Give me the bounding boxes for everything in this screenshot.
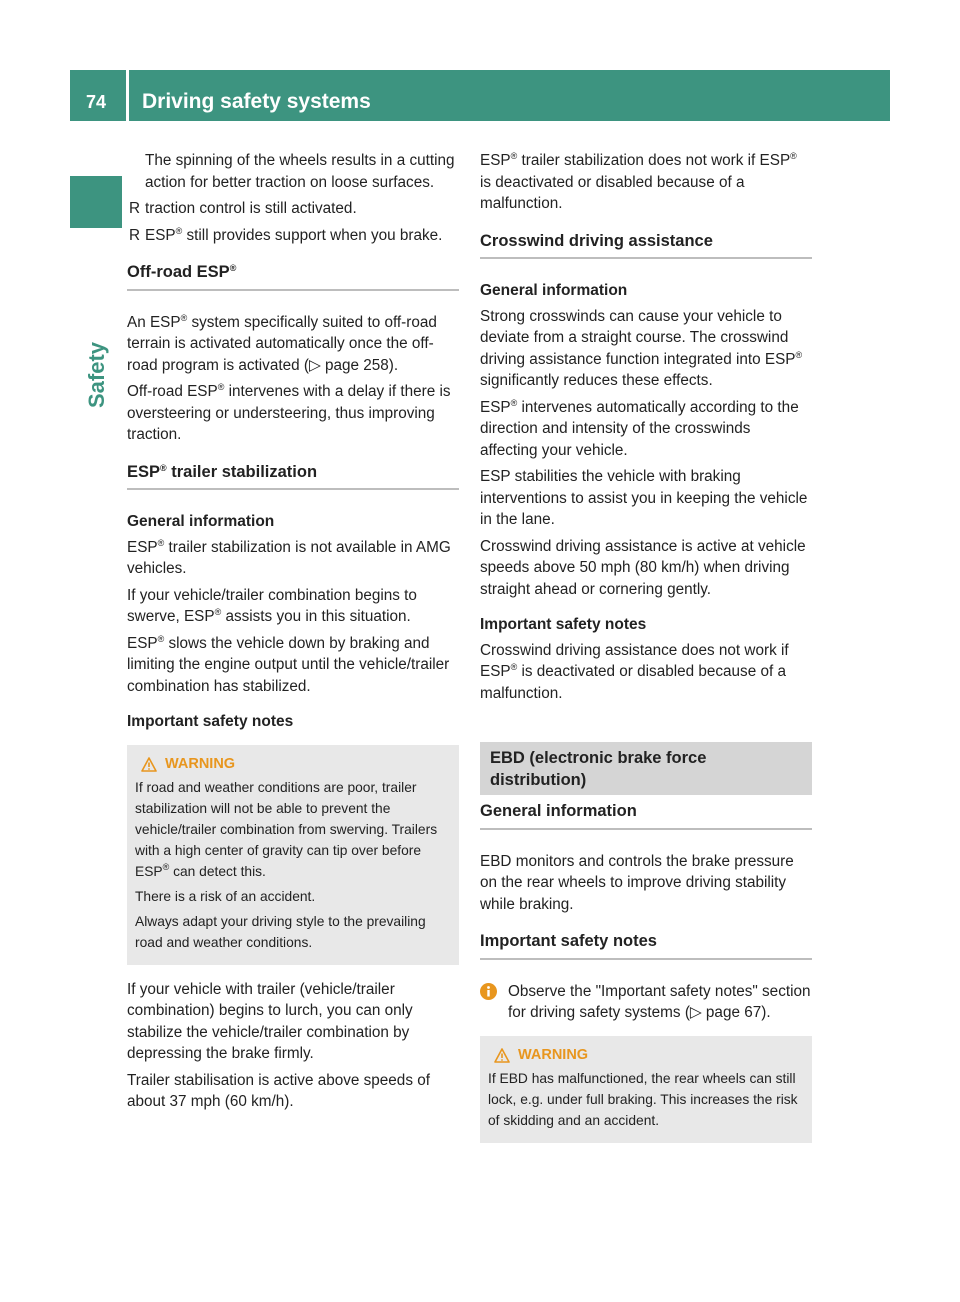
subheading-important-safety-notes: Important safety notes (480, 616, 647, 633)
subheading-important-safety-notes: Important safety notes (127, 713, 294, 730)
warning-triangle-icon (494, 1048, 510, 1063)
paragraph: Strong crosswinds can cause your vehicle to deviate from a straight course. The crosswind driving assistance function integrated into ESP® significantly reduces these effects. (480, 307, 803, 389)
page-header-bar (70, 70, 890, 121)
paragraph: Crosswind driving assistance is active at vehicle speeds above 50 mph (80 km/h) when driving straight ahead or cornering gently. (480, 537, 806, 598)
info-text: Observe the "Important safety notes" section for driving safety systems (▷ page 67). (508, 982, 811, 1021)
chapter-title: Driving safety systems (142, 90, 371, 113)
warning-text: Always adapt your driving style to the prevailing road and weather conditions. (135, 913, 426, 950)
warning-text: If EBD has malfunctioned, the rear wheels can still lock, e.g. under full braking. This increases the risk of skidding and an accident. (488, 1070, 798, 1128)
paragraph: If your vehicle/trailer combination begins to swerve, ESP® assists you in this situation. (127, 586, 417, 625)
paragraph: Crosswind driving assistance does not work if ESP® is deactivated or disabled because of a malfunction. (480, 641, 789, 702)
paragraph: EBD monitors and controls the brake pressure on the rear wheels to improve driving stability while braking. (480, 852, 794, 913)
list-item: R ESP® still provides support when you brake. (127, 225, 459, 247)
right-column (480, 150, 812, 1157)
section-heading-offroad-esp: Off-road ESP® (127, 262, 459, 291)
header-divider (126, 70, 129, 121)
paragraph: If your vehicle with trailer (vehicle/trailer combination) begins to lurch, you can only stabilize the vehicle/trailer combination by depressing the brake firmly. (127, 980, 413, 1062)
intro-continued-text: The spinning of the wheels results in a cutting action for better traction on loose surfaces. (145, 152, 455, 191)
paragraph: ESP® trailer stabilization is not available in AMG vehicles. (127, 537, 451, 577)
subheading-general-information: General information (480, 282, 628, 299)
section-box-ebd: EBD (electronic brake force distribution) (480, 742, 812, 795)
section-heading-crosswind-driving-assistance: Crosswind driving assistance (480, 231, 812, 260)
paragraph: ESP® trailer stabilization does not work if ESP® is deactivated or disabled because of a malfunction. (480, 151, 797, 212)
paragraph: Off-road ESP® intervenes with a delay if there is oversteering or understeering, thus improving traction. (127, 382, 451, 443)
bullet-marker: R (129, 200, 141, 217)
info-icon (480, 983, 497, 1000)
list-item: R traction control is still activated. (127, 198, 459, 220)
info-note (480, 981, 812, 1024)
warning-text: There is a risk of an accident. (135, 888, 316, 904)
section-heading-important-safety-notes: Important safety notes (480, 931, 812, 960)
subheading-general-information: General information (127, 513, 275, 530)
warning-box (480, 1036, 812, 1143)
warning-heading: WARNING (141, 754, 451, 775)
paragraph: Trailer stabilisation is active above speeds of about 37 mph (60 km/h). (127, 1071, 430, 1110)
section-tab-marker (70, 176, 122, 228)
warning-heading: WARNING (494, 1045, 804, 1066)
section-heading-general-information: General information (480, 801, 812, 830)
warning-triangle-icon (141, 757, 157, 772)
section-side-label: Safety (84, 341, 110, 409)
paragraph: ESP® slows the vehicle down by braking and limiting the engine output until the vehicle/trailer combination has stabilized. (127, 633, 450, 695)
warning-box (127, 745, 459, 965)
bullet-marker: R (129, 226, 141, 244)
section-heading-trailer-stabilization: ESP® trailer stabilization (127, 462, 459, 491)
paragraph: An ESP® system specifically suited to off-road terrain is activated automatically once the off-road program is activated (▷ page 258). (127, 312, 437, 374)
warning-text: If road and weather conditions are poor, trailer stabilization will not be able to prevent the vehicle/trailer combination from swerving. Trailers with a high center of gravity can tip over before ESP® can detect this. (135, 779, 438, 879)
left-column (127, 150, 459, 1118)
paragraph: ESP® intervenes automatically according to the direction and intensity of the crosswinds affecting your vehicle. (480, 397, 799, 459)
paragraph: ESP stabilities the vehicle with braking interventions to assist you in keeping the vehicle in the lane. (480, 468, 808, 528)
page-number: 74 (86, 92, 107, 112)
